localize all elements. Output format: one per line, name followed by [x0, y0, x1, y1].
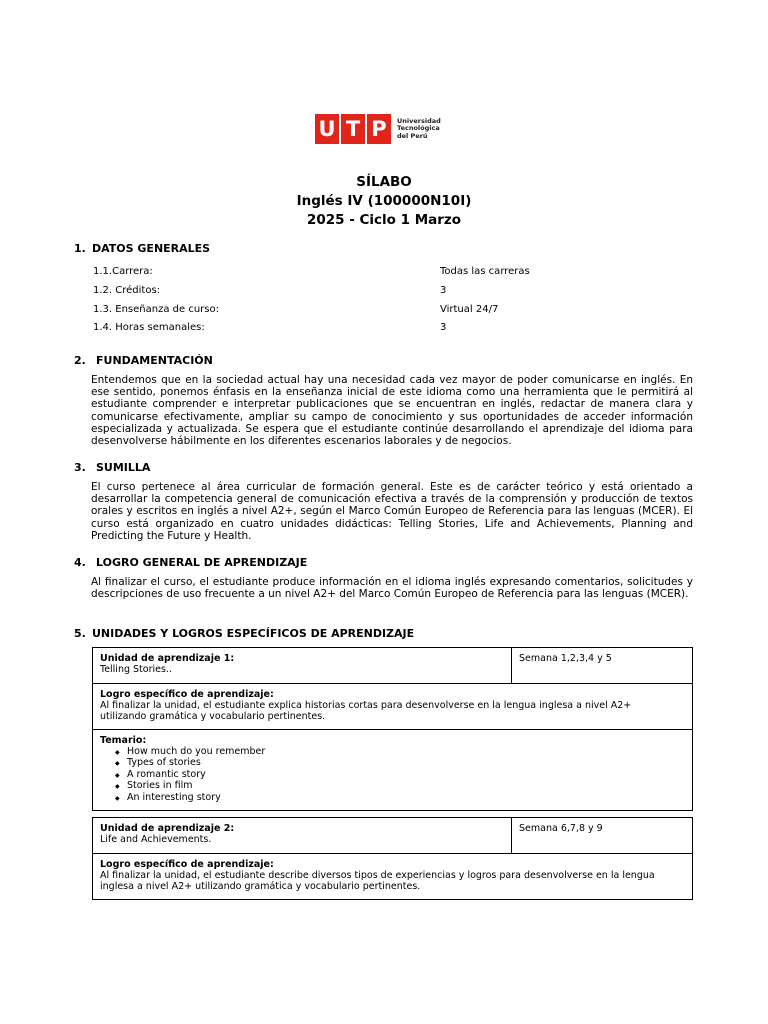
section-3-heading: 3. SUMILLA	[74, 461, 151, 474]
unit-1-temario-label: Temario:	[100, 735, 147, 746]
topic-item: ◆ How much do you remember	[127, 746, 685, 757]
cycle-title: 2025 - Ciclo 1 Marzo	[306, 212, 462, 228]
logo-letter-u: U	[315, 114, 339, 144]
sumilla-text: El curso pertenece al área curricular de formación general. Este es de carácter teórico y está orientado a desarrollar la competencia general de comunicación efectiva a través de la comprensión y producción de textos orales y escritos en inglés a nivel A2+, según el Marco Común Europeo de Referencia para las lenguas (MCER). El curso está organizado en cuatro unidades didácticas: Telling Stories, Life and Achievements, Planning and Predicting the Future y Health.	[91, 481, 693, 542]
unit-2-logro-label: Logro específico de aprendizaje:	[100, 859, 274, 870]
unit-1-logro-line-1: Al finalizar la unidad, el estudiante explica historias cortas para desenvolverse en la lengua inglesa a nivel A2+	[100, 700, 632, 711]
logo-letter-t: T	[341, 114, 365, 144]
unit-1-weeks: Semana 1,2,3,4 y 5	[519, 653, 612, 664]
unit-2-logro-line-1: Al finalizar la unidad, el estudiante describe diversos tipos de experiencias y logros para desenvolverse en la lengua	[100, 870, 655, 881]
row-label-carrera: 1.1.Carrera:	[93, 266, 153, 277]
topic-item: ◆ A romantic story	[127, 769, 685, 780]
logro-general-text: Al finalizar el curso, el estudiante produce información en el idioma inglés expresando comentarios, solicitudes y descripciones de uso frecuente a un nivel A2+ del Marco Común Europeo de Referencia para las lenguas (MCER).	[91, 576, 693, 601]
topic-item: ◆ An interesting story	[127, 792, 685, 803]
section-5-heading: 5. UNIDADES Y LOGROS ESPECÍFICOS DE APRENDIZAJE	[74, 627, 415, 640]
logo-university-name: Universidad Tecnológica del Perú	[397, 116, 441, 140]
row-value-creditos: 3	[440, 285, 447, 296]
row-value-horas: 3	[440, 322, 447, 333]
unit-1-logro-label: Logro específico de aprendizaje:	[100, 689, 274, 700]
unit-1-logro-line-2: utilizando gramática y vocabulario pertinentes.	[100, 711, 326, 722]
row-label-creditos: 1.2. Créditos:	[93, 285, 161, 296]
topic-item: ◆ Types of stories	[127, 757, 685, 768]
course-title: Inglés IV (100000N10I)	[296, 193, 472, 209]
unit-1-weeks-cell	[512, 648, 692, 684]
unit-2-logro-line-2: inglesa a nivel A2+ utilizando gramática y vocabulario pertinentes.	[100, 881, 421, 892]
unit-1-topic-list	[100, 746, 685, 803]
unit-1-logro-cell	[93, 684, 692, 730]
fundamentacion-text: Entendemos que en la sociedad actual hay una necesidad cada vez mayor de poder comunicarse en inglés. En ese sentido, ponemos énfasis en la enseñanza inicial de este idioma como una herramienta que le permitirá al estudiante comprender e interpretar publicaciones que se encuentran en inglés, redactar de manera clara y comunicarse efectivamente, ampliar su campo de conocimiento y sus oportunidades de acceder información especializada y actualizada. Se espera que el estudiante continúe desarrollando el aprendizaje del idioma para desenvolverse hábilmente en los diferentes escenarios laborales y de negocios.	[91, 374, 693, 448]
row-label-ensenanza: 1.3. Enseñanza de curso:	[93, 304, 219, 315]
row-value-carrera: Todas las carreras	[440, 266, 530, 277]
unit-2-logro-cell	[93, 854, 692, 899]
unit-2-label: Unidad de aprendizaje 2:	[100, 823, 235, 834]
section-4-heading: 4. LOGRO GENERAL DE APRENDIZAJE	[74, 556, 308, 569]
row-label-horas: 1.4. Horas semanales:	[93, 322, 205, 333]
logo-letter-p: P	[367, 114, 391, 144]
topic-item: ◆ Stories in film	[127, 780, 685, 791]
unit-1-label: Unidad de aprendizaje 1:	[100, 653, 235, 664]
unit-1-table	[92, 647, 693, 811]
unit-1-header-cell	[93, 648, 512, 684]
unit-2-name: Life and Achievements.	[100, 834, 212, 845]
unit-2-header-cell	[93, 818, 512, 854]
doc-title: SÍLABO	[356, 174, 412, 190]
section-1-heading: 1. DATOS GENERALES	[74, 242, 211, 255]
unit-1-temario-cell	[93, 730, 692, 810]
row-value-ensenanza: Virtual 24/7	[440, 304, 499, 315]
unit-2-weeks-cell	[512, 818, 692, 854]
utp-logo	[315, 114, 441, 144]
unit-1-name: Telling Stories..	[100, 664, 172, 675]
unit-2-table	[92, 817, 693, 900]
section-2-heading: 2. FUNDAMENTACIÓN	[74, 354, 213, 367]
unit-2-weeks: Semana 6,7,8 y 9	[519, 823, 603, 834]
